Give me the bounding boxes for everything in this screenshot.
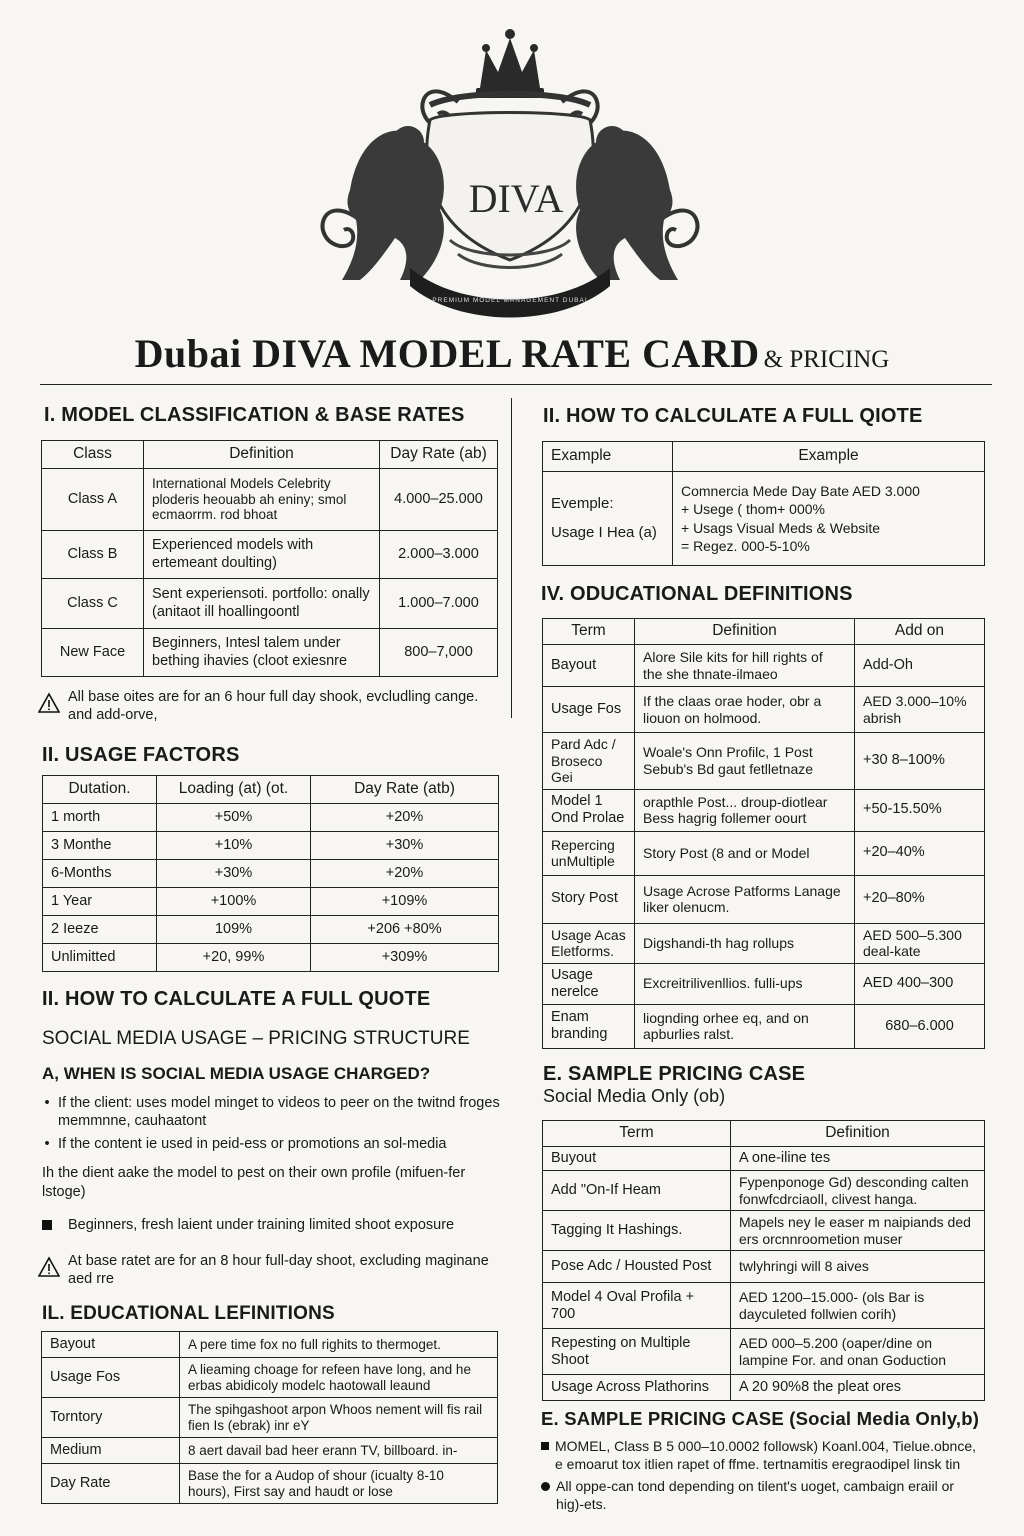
term-cell: Model 1 Ond Prolae bbox=[543, 789, 635, 831]
table-row bbox=[543, 645, 985, 687]
usage-label: Usage I Hea (a) bbox=[551, 523, 657, 541]
quote-line: + Usags Visual Meds & Website bbox=[681, 519, 881, 536]
quote-line: + Usege ( thom+ 000% bbox=[681, 501, 825, 518]
table-header: Class bbox=[42, 441, 144, 469]
term-cell: Repercing unMultiple bbox=[543, 831, 635, 875]
term-cell: Pard Adc / Broseco Gei bbox=[543, 733, 635, 790]
table-header: Definition bbox=[731, 1121, 985, 1147]
sample-case-list bbox=[541, 1438, 981, 1518]
table-header: Definition bbox=[635, 619, 855, 645]
list-item: • If the content ie used in peid-ess or promotions an sol-media bbox=[44, 1136, 447, 1153]
term-cell: Bayout bbox=[42, 1332, 180, 1358]
term-cell: Torntory bbox=[42, 1398, 180, 1438]
addon-cell: Add-Oh bbox=[855, 645, 985, 687]
table-row bbox=[543, 1251, 985, 1283]
logo-text: DIVA bbox=[468, 176, 564, 221]
shoot-note bbox=[38, 1252, 498, 1288]
classification-table bbox=[41, 440, 498, 677]
influencer-paragraph: Ih the dient aake the model to pest on their own profile (mifuen-fer lstoge) bbox=[42, 1165, 466, 1200]
definition-cell: AED 000–5.200 (oaper/dine on lampine For. and onan Goduction bbox=[731, 1329, 985, 1375]
table-row bbox=[543, 831, 985, 875]
warning-icon bbox=[38, 1256, 60, 1278]
table-row bbox=[42, 1438, 498, 1464]
example-label: Evemple: bbox=[551, 495, 614, 512]
charge-conditions-list bbox=[42, 1094, 502, 1158]
section-educational-title: IL. EDUCATIONAL LEFINITIONS bbox=[42, 1303, 335, 1324]
term-cell: Add "On-If Heam bbox=[543, 1171, 731, 1211]
definition-cell: Fypenponoge Gd) desconding calten fonwfcdrciaoll, clivest hanga. bbox=[731, 1171, 985, 1211]
list-item bbox=[541, 1478, 981, 1513]
definition-cell: Mapels ney le easer m naipiands ded ers orcnnroometion muser bbox=[731, 1211, 985, 1251]
loading-cell: +10% bbox=[157, 832, 311, 860]
section-usage-factors-title: II. USAGE FACTORS bbox=[42, 744, 240, 766]
addon-cell: 680–6.000 bbox=[855, 1004, 985, 1048]
loading-cell: +50% bbox=[157, 804, 311, 832]
list-item-text: All oppe-can tond depending on tilent's uoget, cambaign eraiil or hig)-ets. bbox=[556, 1478, 955, 1512]
sample-pricing-table bbox=[542, 1120, 985, 1401]
quote-example-table bbox=[542, 441, 985, 566]
loading-cell: +20, 99% bbox=[157, 944, 311, 972]
square-bullet-icon bbox=[42, 1220, 52, 1230]
addon-cell: +20–80% bbox=[855, 875, 985, 923]
section-odu-definitions-title: IV. ODUCATIONAL DEFINITIONS bbox=[541, 583, 853, 605]
table-row bbox=[543, 923, 985, 963]
rate-cell: +20% bbox=[311, 804, 499, 832]
table-row bbox=[43, 804, 499, 832]
loading-cell: +100% bbox=[157, 888, 311, 916]
definition-cell: Experienced models with ertemeant doulting) bbox=[144, 531, 380, 579]
term-cell: Usage nerelce bbox=[543, 963, 635, 1004]
table-row bbox=[42, 579, 498, 629]
definition-cell: If the claas orae hoder, obr a liouon on holmood. bbox=[635, 687, 855, 733]
section-full-quote-title: II. HOW TO CALCULATE A FULL QUOTE bbox=[42, 988, 431, 1010]
table-row bbox=[543, 789, 985, 831]
title-divider bbox=[40, 384, 992, 385]
rate-cell: +30% bbox=[311, 832, 499, 860]
term-cell: Enam branding bbox=[543, 1004, 635, 1048]
table-row bbox=[543, 1171, 985, 1211]
table-row bbox=[42, 1464, 498, 1504]
definition-cell: Alore Sile kits for hill rights of the she thnate-ilmaeo bbox=[635, 645, 855, 687]
definition-cell: Sent experiensoti. portfollo: onally (anitaot ill hoallingoontl bbox=[144, 579, 380, 629]
definition-cell: A 20 90%8 the pleat ores bbox=[731, 1375, 985, 1401]
addon-cell: AED 400–300 bbox=[855, 963, 985, 1004]
list-item bbox=[541, 1438, 981, 1473]
duration-cell: Unlimitted bbox=[43, 944, 157, 972]
definition-cell: Story Post (8 and or Model bbox=[635, 831, 855, 875]
usage-charged-question: A, WHEN IS SOCIAL MEDIA USAGE CHARGED? bbox=[42, 1064, 431, 1083]
definition-cell: A one-iline tes bbox=[731, 1147, 985, 1171]
rate-cell: +309% bbox=[311, 944, 499, 972]
list-item: • If the client: uses model minget to videos to peer on the twitnd froges memmnne, cauhaatont bbox=[42, 1094, 502, 1130]
addon-cell: +50-15.50% bbox=[855, 789, 985, 831]
rate-cell: 800–7,000 bbox=[380, 629, 498, 677]
table-header: Example bbox=[543, 442, 673, 472]
list-item-text: If the client: uses model minget to videos to peer on the twitnd froges memmnne, cauhaatont bbox=[58, 1095, 500, 1130]
banner-text: PREMIUM MODEL MANAGEMENT DUBAI bbox=[432, 297, 588, 304]
duration-cell: 2 Ieeze bbox=[43, 916, 157, 944]
rate-cell: 4.000–25.000 bbox=[380, 469, 498, 531]
table-row bbox=[42, 1398, 498, 1438]
term-cell: Day Rate bbox=[42, 1464, 180, 1504]
term-cell: Pose Adc / Housted Post bbox=[543, 1251, 731, 1283]
term-cell: Buyout bbox=[543, 1147, 731, 1171]
term-cell: Usage Fos bbox=[42, 1358, 180, 1398]
table-row bbox=[43, 944, 499, 972]
section-sample-pricing-title: E. SAMPLE PRICING CASE bbox=[543, 1063, 806, 1085]
definition-cell: Excreitrilivenllios. fulli-ups bbox=[635, 963, 855, 1004]
page-title bbox=[0, 330, 1024, 377]
title-main: Dubai DIVA MODEL RATE CARD bbox=[134, 331, 760, 376]
table-row bbox=[43, 860, 499, 888]
duration-cell: 1 Year bbox=[43, 888, 157, 916]
crown-icon bbox=[476, 29, 544, 98]
loading-cell: 109% bbox=[157, 916, 311, 944]
table-row bbox=[543, 1211, 985, 1251]
round-bullet-icon bbox=[541, 1482, 550, 1491]
table-row bbox=[543, 1329, 985, 1375]
odu-definitions-table bbox=[542, 618, 985, 1049]
definition-cell: The spihgashoot arpon Whoos nement will fis rail fien Is (ebrak) inr eY bbox=[180, 1398, 498, 1438]
table-row bbox=[543, 1147, 985, 1171]
definition-cell: Base the for a Audop of shour (icualty 8-10 hours), First say and haudt or lose bbox=[180, 1464, 498, 1504]
rate-cell: +20% bbox=[311, 860, 499, 888]
table-row bbox=[543, 1283, 985, 1329]
class-cell: Class A bbox=[42, 469, 144, 531]
table-header: Loading (at) (ot. bbox=[157, 776, 311, 804]
definition-cell: Beginners, Intesl talem under bething ihavies (cloot exiesnre bbox=[144, 629, 380, 677]
definition-cell: 8 aert davail bad heer erann TV, billboard. in- bbox=[180, 1438, 498, 1464]
list-item-text: If the content ie used in peid-ess or promotions an sol-media bbox=[58, 1136, 447, 1153]
table-row bbox=[43, 888, 499, 916]
table-row bbox=[543, 875, 985, 923]
section-sample-case-title: E. SAMPLE PRICING CASE (Social Media Only,b) bbox=[541, 1408, 980, 1429]
title-sub: & PRICING bbox=[763, 346, 890, 373]
table-header: Add on bbox=[855, 619, 985, 645]
class-cell: Class B bbox=[42, 531, 144, 579]
table-row bbox=[543, 472, 985, 566]
table-header: Term bbox=[543, 1121, 731, 1147]
lion-left-icon bbox=[342, 126, 444, 280]
table-row bbox=[543, 733, 985, 790]
usage-factors-table bbox=[42, 775, 499, 972]
definition-cell: Digshandi-th hag rollups bbox=[635, 923, 855, 963]
loading-cell: +30% bbox=[157, 860, 311, 888]
section-full-quote-right-title: II. HOW TO CALCULATE A FULL QIOTE bbox=[543, 405, 923, 427]
sample-pricing-subtitle: Social Media Only (ob) bbox=[543, 1086, 726, 1106]
term-cell: Story Post bbox=[543, 875, 635, 923]
addon-cell: AED 3.000–10% abrish bbox=[855, 687, 985, 733]
rate-cell: +206 +80% bbox=[311, 916, 499, 944]
square-list bbox=[42, 1216, 502, 1239]
educational-definitions-table bbox=[41, 1331, 498, 1504]
rate-cell: +109% bbox=[311, 888, 499, 916]
list-item-text: MOMEL, Class B 5 000–10.0002 followsk) Koanl.004, Tielue.obnce, e emoarut tox itlien rapet of ffme. tertnamitis eregraodipel linsk tin bbox=[555, 1438, 977, 1472]
table-header: Definition bbox=[144, 441, 380, 469]
term-cell: Medium bbox=[42, 1438, 180, 1464]
section-classification-title: I. MODEL CLASSIFICATION & BASE RATES bbox=[44, 404, 465, 426]
diva-crest-logo bbox=[290, 10, 730, 320]
table-row bbox=[543, 963, 985, 1004]
warning-icon bbox=[38, 692, 60, 714]
definition-cell: A pere time fox no full righits to thermoget. bbox=[180, 1332, 498, 1358]
term-cell: Usage Acas Eletforms. bbox=[543, 923, 635, 963]
definition-cell: liognding orhee eq, and on apburlies ralst. bbox=[635, 1004, 855, 1048]
square-bullet-icon bbox=[541, 1442, 549, 1450]
term-cell: Model 4 Oval Profila + 700 bbox=[543, 1283, 731, 1329]
duration-cell: 1 morth bbox=[43, 804, 157, 832]
table-row bbox=[43, 832, 499, 860]
rate-cell: 2.000–3.000 bbox=[380, 531, 498, 579]
table-row bbox=[43, 916, 499, 944]
term-cell: Usage Across Plathorins bbox=[543, 1375, 731, 1401]
list-item bbox=[42, 1216, 502, 1234]
table-row bbox=[543, 687, 985, 733]
addon-cell: AED 500–5.300 deal-kate bbox=[855, 923, 985, 963]
column-divider bbox=[511, 398, 512, 718]
table-row bbox=[42, 531, 498, 579]
rate-cell: 1.000–7.000 bbox=[380, 579, 498, 629]
table-row bbox=[543, 1375, 985, 1401]
note-text: At base ratet are for an 8 hour full-day shoot, excluding maginane aed rre bbox=[68, 1253, 489, 1288]
class-cell: Class C bbox=[42, 579, 144, 629]
table-header: Day Rate (ab) bbox=[380, 441, 498, 469]
class-cell: New Face bbox=[42, 629, 144, 677]
duration-cell: 3 Monthe bbox=[43, 832, 157, 860]
addon-cell: +30 8–100% bbox=[855, 733, 985, 790]
table-header: Day Rate (atb) bbox=[311, 776, 499, 804]
definition-cell: A lieaming choage for refeen have long, and he erbas abidicoly modelc haotowall leaund bbox=[180, 1358, 498, 1398]
definition-cell: AED 1200–15.000- (ols Bar is dayculeted follwien corih) bbox=[731, 1283, 985, 1329]
definition-cell: Woale's Onn Profilc, 1 Post Sebub's Bd gaut fetlletnaze bbox=[635, 733, 855, 790]
table-row bbox=[42, 469, 498, 531]
list-item-text: Beginners, fresh laient under training limited shoot exposure bbox=[68, 1217, 455, 1233]
pricing-structure-subtitle: SOCIAL MEDIA USAGE – PRICING STRUCTURE bbox=[42, 1028, 470, 1049]
term-cell: Bayout bbox=[543, 645, 635, 687]
term-cell: Repesting on Multiple Shoot bbox=[543, 1329, 731, 1375]
definition-cell: International Models Celebrity ploderis heouabb ah eniny; smol ecmaorrm. rod bhoat bbox=[144, 469, 380, 531]
term-cell: Tagging It Hashings. bbox=[543, 1211, 731, 1251]
lion-right-icon bbox=[576, 126, 678, 280]
quote-line: = Regez. 000-5-10% bbox=[681, 537, 810, 554]
term-cell: Usage Fos bbox=[543, 687, 635, 733]
definition-cell: Usage Acrose Patforms Lanage liker olenucm. bbox=[635, 875, 855, 923]
table-row bbox=[42, 1358, 498, 1398]
note-text: All base oites are for an 6 hour full day shook, evcludling cange. and add-orve, bbox=[68, 689, 479, 724]
table-header: Term bbox=[543, 619, 635, 645]
quote-line: Comnercia Mede Day Bate AED 3.000 bbox=[681, 483, 920, 500]
table-row bbox=[42, 629, 498, 677]
table-header: Dutation. bbox=[43, 776, 157, 804]
base-rate-note bbox=[38, 688, 498, 724]
table-row bbox=[543, 1004, 985, 1048]
definition-cell: twlyhringi will 8 aives bbox=[731, 1251, 985, 1283]
table-header: Example bbox=[673, 442, 985, 472]
addon-cell: +20–40% bbox=[855, 831, 985, 875]
table-row bbox=[42, 1332, 498, 1358]
duration-cell: 6-Months bbox=[43, 860, 157, 888]
definition-cell: orapthle Post... droup-diotlear Bess hagrig follemer oourt bbox=[635, 789, 855, 831]
